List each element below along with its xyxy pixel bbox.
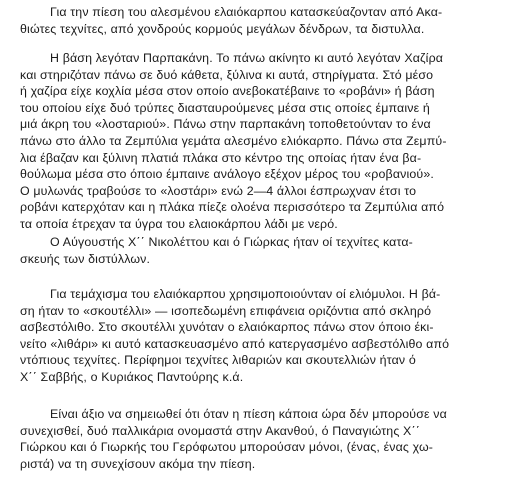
text-line: θούλωμα μέσα στο όποιο έμπαινε ανάλογο εξέχον μέρος του «ροβανιού». bbox=[20, 167, 434, 182]
text-line: Για τεμάχισμα του ελαιόκαρπου χρησιμοποιούνταν οί ελιόμυλοι. Η βά- bbox=[50, 287, 441, 301]
text-line: ροβάνι κατερχόταν και η πλάκα πίεζε ολοένα περισσότερο τα Ζεμπύλια από bbox=[20, 200, 445, 215]
text-line: Χ΄΄ Σαββής, ο Κυριάκος Παντούρης κ.ά. bbox=[20, 369, 244, 384]
text-line: και στηριζόταν πάνω σε δυό κάθετα, ξύλινα κι αυτά, στηρίγματα. Στό μέσο bbox=[20, 67, 434, 82]
text-line: σκευής των διστύλλων. bbox=[20, 251, 151, 266]
paragraph-strong-men bbox=[20, 406, 508, 472]
text-line: Γιώρκου και ό Γιωρκής του Γερόφωτου μπορούσαν μόνοι, (ένας, ένας χω- bbox=[20, 440, 434, 455]
text-line: του οποίου είχε δυό τρύπες διασταυρούμενες μέσα στις οποίες έμπαινε ή bbox=[20, 100, 430, 115]
text-line: Ο μυλωνάς τραβούσε το «λοστάρι» ενώ 2—4 άλλοι έσπρωχναν έτσι το bbox=[20, 183, 417, 198]
text-line: θιώτες τεχνίτες, από χονδρούς κορμούς μεγάλων δένδρων, τα διστυλλα. bbox=[20, 21, 425, 36]
text-line: Η βάση λεγόταν Παρπακάνη. Το πάνω ακίνητο κι αυτό λεγόταν Χαζίρα bbox=[50, 51, 444, 65]
paragraph-press-parts bbox=[20, 50, 508, 233]
text-line: ντόπιους τεχνίτες. Περίφημοι τεχνίτες λιθαριών και σκουτελλιών ήταν ό bbox=[20, 353, 416, 368]
text-line: λια έβαζαν και ξύλινη πλατιά πλάκα στο κέντρο της οποίας ήταν ένα βα- bbox=[20, 150, 422, 165]
text-line: ή χαζίρα είχε κοχλία μέσα στον οποίο ανεβοκατέβαινε το «ροβάνι» ή βάση bbox=[20, 84, 435, 99]
text-line: Ο Αύγουστής Χ΄΄ Νικολέττου και ό Γιώρκας ήταν οί τεχνίτες κατα- bbox=[50, 235, 413, 249]
paragraph-olive-mills bbox=[20, 286, 508, 386]
text-line: νείτο «λιθάρι» κι αυτό κατασκευασμένο από κατεργασμένο ασβεστόλιθο από bbox=[20, 336, 450, 351]
paragraph-press-craftsmen bbox=[20, 234, 508, 267]
text-line: πάνω στο άλλο τα Ζεμπύλια γεμάτα αλεσμένο ελιόκαρπο. Πάνω στα Ζεμπύ- bbox=[20, 133, 447, 148]
text-line: ση ήταν το «σκουτέλλι» — ισοπεδωμένη επιφάνεια οριζόντια από σκληρό bbox=[20, 303, 432, 318]
text-line: ριστά) να τη συνεχίσουν ακόμα την πίεση. bbox=[20, 456, 256, 471]
text-line: τα οποία έτρεχαν τα ύγρα του ελαιοκάρπου λάδι με νερό. bbox=[20, 216, 338, 231]
text-line: Για την πίεση του αλεσμένου ελαιόκαρπου κατασκεύαζονταν από Ακα- bbox=[50, 5, 443, 19]
paragraph-press-intro bbox=[20, 4, 508, 37]
text-line: Είναι άξιο να σημειωθεί ότι όταν η πίεση κάποια ώρα δέν μπορούσε να bbox=[50, 407, 447, 421]
text-line: συνεχισθεί, δυό παλλικάρια ονομαστά στην Ακανθού, ό Παναγιώτης Χ΄΄ bbox=[20, 423, 421, 438]
text-line: μιά άκρη του «λοσταριού». Πάνω στην παρπακάνη τοποθετούνταν το ένα bbox=[20, 117, 431, 132]
text-line: ασβεστόλιθο. Στο σκουτέλλι χυνόταν ο ελαιόκαρπος πάνω στον όποιο έκι- bbox=[20, 320, 434, 335]
